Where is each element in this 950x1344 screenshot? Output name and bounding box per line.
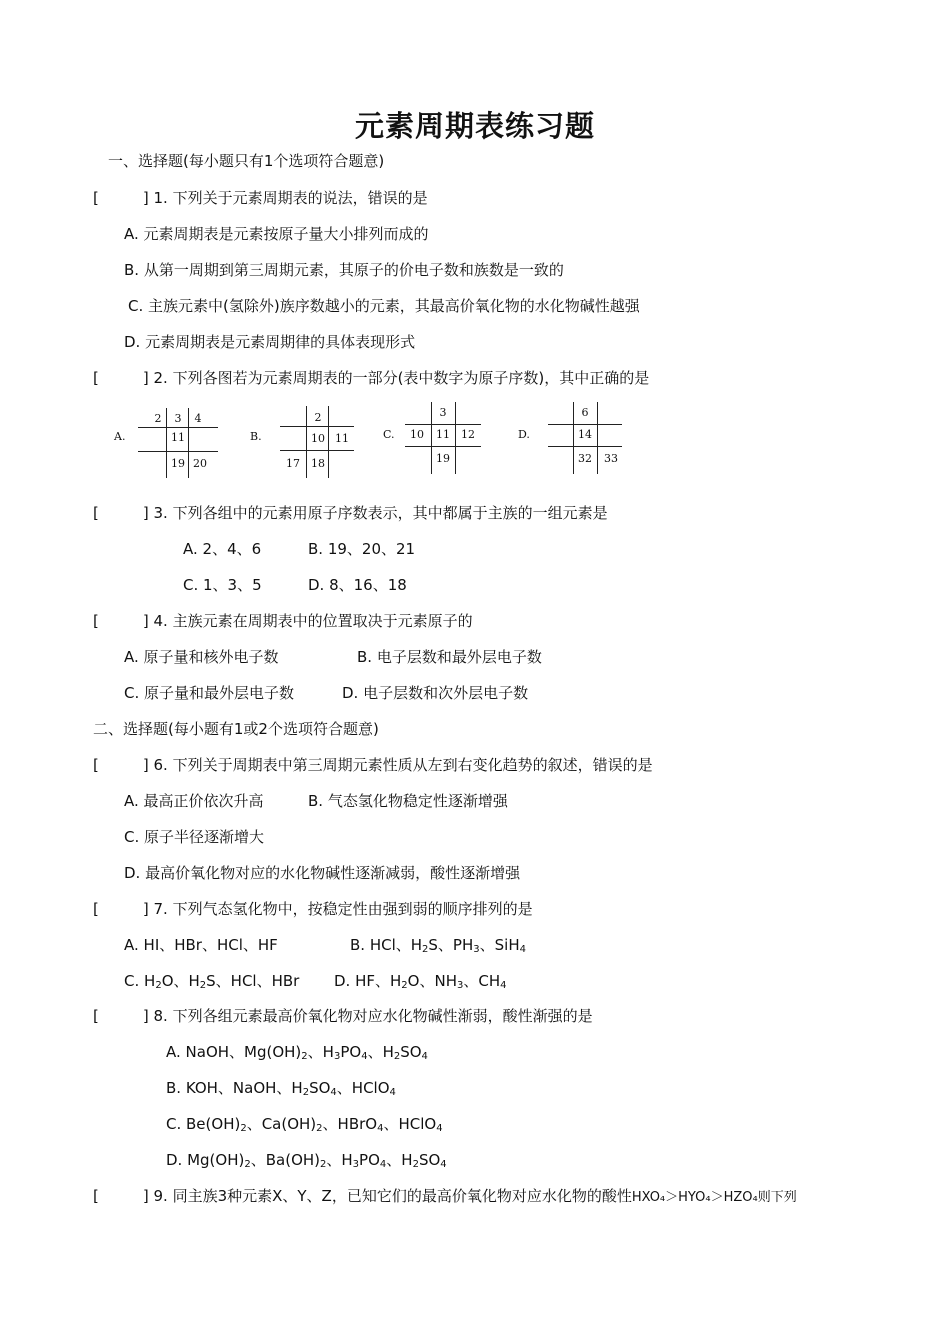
option-label: D.: [334, 972, 351, 990]
option-a: A. 2、4、6: [183, 540, 262, 558]
answer-bracket-open: [: [93, 189, 99, 207]
grid-label: C.: [383, 428, 395, 441]
answer-bracket-open: [: [93, 756, 99, 774]
grid-cell: 14: [578, 428, 592, 441]
answer-bracket-open: [: [93, 900, 99, 918]
periodic-grid-c: [383, 400, 493, 480]
answer-bracket-open: [: [93, 369, 99, 387]
section-2-heading: 二、选择题(每小题有1或2个选项符合题意): [93, 720, 379, 738]
question-7: [93, 899, 533, 919]
grid-cell: 6: [581, 406, 589, 419]
question-2: [93, 368, 649, 388]
acid-sequence: HXO₄＞HYO₄＞HZO₄则下列: [631, 1190, 797, 1205]
grid-cell: 12: [461, 428, 475, 441]
grid-cell: 2: [314, 411, 322, 424]
grid-cell: 20: [193, 457, 207, 470]
grid-label: A.: [114, 430, 126, 443]
grid-label: D.: [518, 428, 530, 441]
grid-label: B.: [250, 430, 262, 443]
option-c: C. 1、3、5: [183, 576, 262, 594]
option-b: B. 电子层数和最外层电子数: [357, 648, 542, 666]
option-d: D. $Mg(OH)_2$、$Ba(OH)_2$、$H_3PO_4$、$H_2SO_4$: [166, 1151, 447, 1170]
option-label: C.: [124, 972, 140, 990]
question-stem: 2. 下列各图若为元素周期表的一部分(表中数字为原子序数)，其中正确的是: [153, 369, 650, 387]
option-label: A.: [166, 1043, 181, 1061]
answer-bracket-close: ]: [142, 756, 149, 774]
option-a: A. 原子量和核外电子数: [124, 648, 279, 666]
question-stem: 4. 主族元素在周期表中的位置取决于元素原子的: [153, 612, 473, 630]
grid-cell: 3: [174, 412, 182, 425]
grid-cell: 3: [439, 406, 447, 419]
answer-bracket-open: [: [93, 1187, 99, 1205]
answer-bracket-open: [: [93, 504, 99, 522]
question-stem: 6. 下列关于周期表中第三周期元素性质从左到右变化趋势的叙述，错误的是: [153, 756, 653, 774]
grid-cell: 32: [578, 452, 592, 465]
option-label: B.: [350, 936, 366, 954]
grid-cell: 10: [311, 432, 325, 445]
question-stem: 8. 下列各组元素最高价氧化物对应水化物碱性渐弱，酸性渐强的是: [153, 1007, 593, 1025]
answer-bracket-close: ]: [142, 1007, 149, 1025]
grid-cell: 19: [171, 457, 185, 470]
answer-bracket-close: ]: [142, 189, 149, 207]
option-label: D.: [166, 1151, 183, 1169]
option-b: B. 气态氢化物稳定性逐渐增强: [308, 792, 508, 810]
option-d: D. HF、$H_2O$、$NH_3$、$CH_4$: [334, 972, 507, 991]
question-6: [93, 755, 653, 775]
option-a: A. 最高正价依次升高: [124, 792, 264, 810]
option-label: B.: [166, 1079, 182, 1097]
answer-bracket-open: [: [93, 1007, 99, 1025]
question-stem: 1. 下列关于元素周期表的说法，错误的是: [153, 189, 428, 207]
grid-cell: 33: [604, 452, 618, 465]
periodic-grid-b: [250, 402, 360, 482]
question-8: [93, 1006, 593, 1026]
question-3: [93, 503, 608, 523]
option-c: C. 主族元素中(氢除外)族序数越小的元素，其最高价氧化物的水化物碱性越强: [128, 297, 640, 315]
option-c: C. 原子半径逐渐增大: [124, 828, 265, 846]
option-label: C.: [166, 1115, 182, 1133]
grid-cell: 4: [194, 412, 202, 425]
grid-cell: 11: [335, 432, 349, 445]
grid-cell: 19: [436, 452, 450, 465]
answer-bracket-close: ]: [142, 1187, 149, 1205]
option-a: A. NaOH、$Mg(OH)_2$、$H_3PO_4$、$H_2SO_4$: [166, 1043, 428, 1062]
question-1: [93, 188, 428, 208]
question-stem: 7. 下列气态氢化物中，按稳定性由强到弱的顺序排列的是: [153, 900, 533, 918]
periodic-grid-d: [518, 400, 628, 480]
answer-bracket-close: ]: [142, 900, 149, 918]
question-9: [93, 1186, 797, 1208]
grid-cell: 2: [154, 412, 162, 425]
grid-cell: 10: [410, 428, 424, 441]
option-d: D. 电子层数和次外层电子数: [342, 684, 529, 702]
answer-bracket-open: [: [93, 612, 99, 630]
option-b: B. 从第一周期到第三周期元素，其原子的价电子数和族数是一致的: [124, 261, 564, 279]
answer-bracket-close: ]: [142, 612, 149, 630]
option-c: C. $H_2O$、$H_2S$、HCl、HBr: [124, 972, 300, 991]
periodic-grid-a: [114, 402, 224, 482]
question-stem: 9. 同主族3种元素X、Y、Z，已知它们的最高价氧化物对应水化物的酸性: [153, 1187, 632, 1205]
question-stem: 3. 下列各组中的元素用原子序数表示，其中都属于主族的一组元素是: [153, 504, 608, 522]
option-c: C. 原子量和最外层电子数: [124, 684, 295, 702]
option-b: B. 19、20、21: [308, 540, 416, 558]
option-d: D. 8、16、18: [308, 576, 407, 594]
option-a: A. HI、HBr、HCl、HF: [124, 936, 278, 954]
grid-cell: 11: [171, 431, 185, 444]
question-4: [93, 611, 473, 631]
answer-bracket-close: ]: [142, 369, 149, 387]
grid-cell: 18: [311, 457, 325, 470]
option-b: B. KOH、NaOH、$H_2SO_4$、HClO$_4$: [166, 1079, 396, 1098]
grid-cell: 17: [286, 457, 300, 470]
option-d: D. 元素周期表是元素周期律的具体表现形式: [124, 333, 416, 351]
section-1-heading: 一、选择题(每小题只有1个选项符合题意): [108, 152, 385, 170]
option-c: C. $Be(OH)_2$、$Ca(OH)_2$、HBrO$_4$、HClO$_4$: [166, 1115, 443, 1134]
grid-cell: 11: [436, 428, 450, 441]
option-a: A. 元素周期表是元素按原子量大小排列而成的: [124, 225, 429, 243]
answer-bracket-close: ]: [142, 504, 149, 522]
page-title: 元素周期表练习题: [354, 109, 595, 143]
option-d: D. 最高价氧化物对应的水化物碱性逐渐减弱，酸性逐渐增强: [124, 864, 521, 882]
option-b: B. HCl、$H_2S$、$PH_3$、SiH$_4$: [350, 936, 526, 955]
